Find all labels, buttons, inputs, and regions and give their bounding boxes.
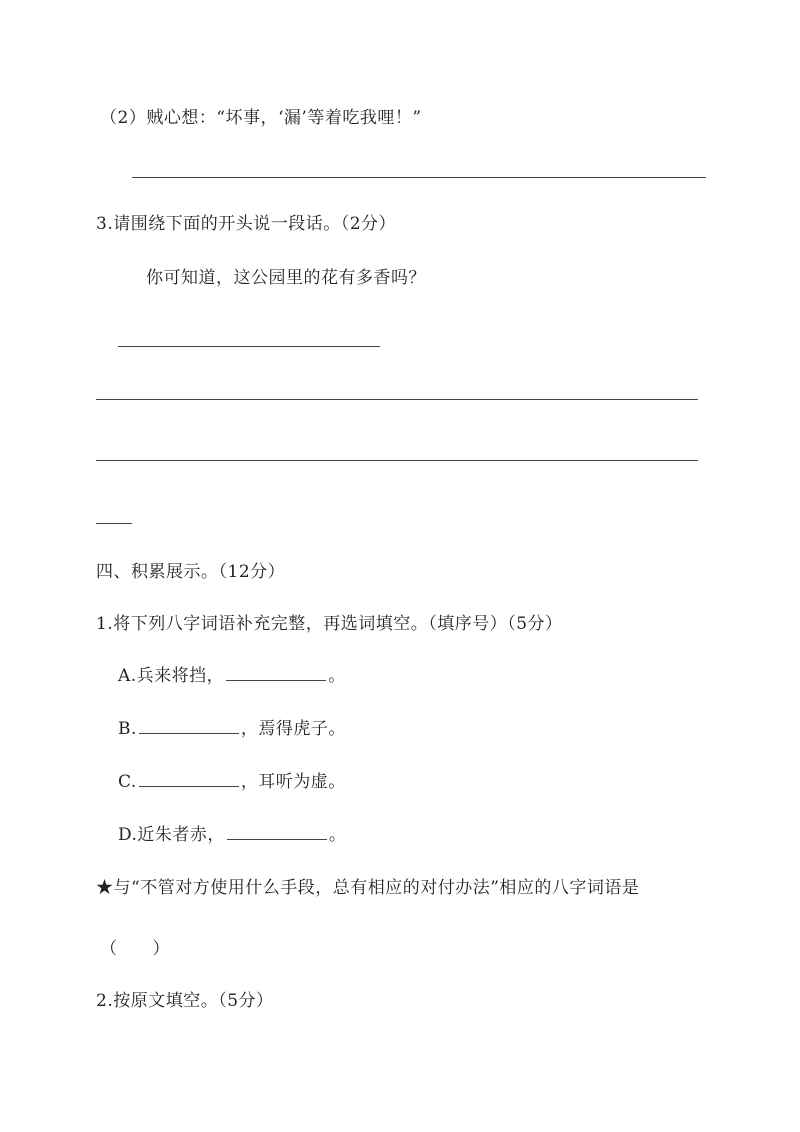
answer-line-q3-3: [96, 460, 698, 461]
answer-line-q3-1: [118, 346, 380, 347]
question-3-prompt: 你可知道，这公园里的花有多香吗？: [146, 268, 426, 288]
star-answer-parentheses[interactable]: （ ）: [100, 939, 170, 959]
question-4-2-title: 2.按原文填空。（5分）: [96, 991, 274, 1011]
option-b: [118, 717, 346, 741]
answer-line-q3-2: [96, 399, 698, 400]
option-a-suffix: 。: [328, 666, 346, 686]
question-4-1-title: 1.将下列八字词语补充完整，再选词填空。（填序号）（5分）: [96, 614, 563, 634]
answer-line-q3-4: [96, 523, 132, 524]
option-d: [118, 823, 346, 847]
question-3-title: 3.请围绕下面的开头说一段话。（2分）: [96, 214, 397, 234]
star-question: ★与“不管对方使用什么手段，总有相应的对付办法”相应的八字词语是: [96, 878, 640, 898]
option-b-prefix: B.: [118, 719, 137, 739]
option-c-suffix: ，耳听为虚。: [240, 772, 346, 792]
option-a: [118, 664, 346, 688]
option-d-prefix: D.近朱者赤，: [118, 825, 225, 845]
question-2-2: （2）贼心想：“坏事，‘漏’等着吃我哩！”: [100, 108, 422, 128]
option-b-blank[interactable]: [139, 717, 239, 734]
answer-line-q2-2: [132, 177, 706, 178]
section-4-title: 四、积累展示。（12分）: [96, 562, 286, 582]
option-c-prefix: C.: [118, 772, 137, 792]
option-d-suffix: 。: [328, 825, 347, 845]
option-a-blank[interactable]: [226, 664, 326, 681]
option-c: [118, 770, 346, 794]
option-d-blank[interactable]: [227, 823, 327, 840]
option-a-prefix: A.兵来将挡，: [118, 666, 225, 686]
option-b-suffix: ，焉得虎子。: [240, 719, 346, 739]
option-c-blank[interactable]: [139, 770, 239, 787]
